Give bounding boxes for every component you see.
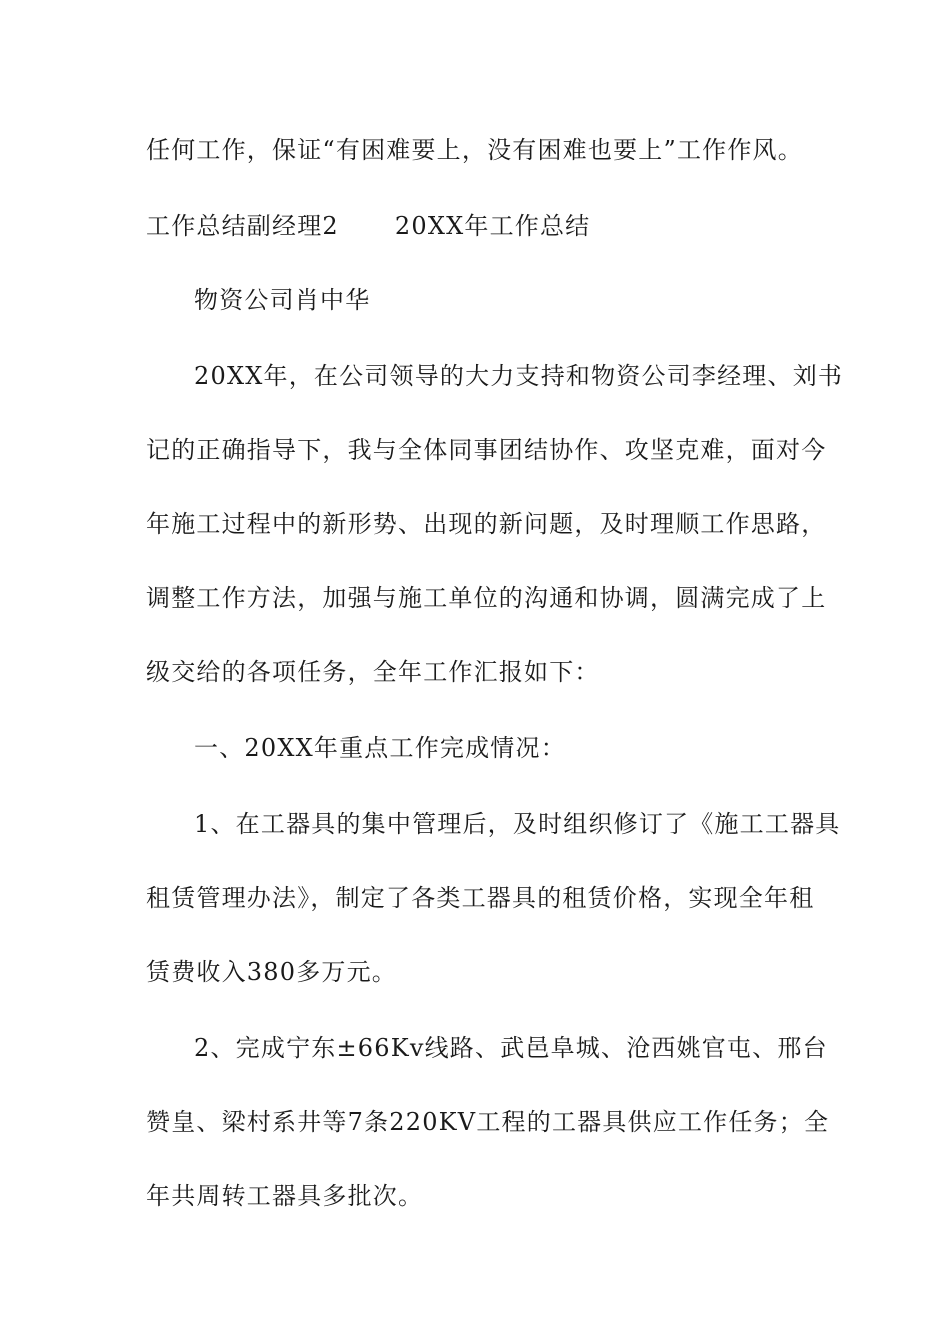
paragraph-line: 2、完成宁东±66Kv线路、武邑阜城、沧西姚官屯、邢台 — [194, 1034, 828, 1062]
paragraph-line: 年共周转工器具多批次。 — [146, 1182, 424, 1210]
paragraph-line: 20XX年，在公司领导的大力支持和物资公司李经理、刘书 — [194, 362, 844, 390]
paragraph-line: 租赁管理办法》，制定了各类工器具的租赁价格，实现全年租 — [146, 884, 815, 912]
paragraph-line: 赞皇、梁村系井等7条220KV工程的工器具供应工作任务；全 — [146, 1108, 830, 1136]
paragraph-line: 调整工作方法，加强与施工单位的沟通和协调，圆满完成了上 — [146, 584, 827, 612]
author-line: 物资公司肖中华 — [194, 286, 371, 314]
section-heading — [146, 210, 806, 242]
heading-subtitle: 20XX年工作总结 — [394, 212, 591, 240]
paragraph-line: 级交给的各项任务，全年工作汇报如下： — [146, 658, 600, 686]
section-subheading: 一、20XX年重点工作完成情况： — [194, 734, 566, 762]
paragraph-line: 任何工作，保证“有困难要上，没有困难也要上”工作作风。 — [146, 136, 803, 164]
paragraph-line: 记的正确指导下，我与全体同事团结协作、攻坚克难，面对今 — [146, 436, 827, 464]
paragraph-line: 赁费收入380多万元。 — [146, 958, 398, 986]
paragraph-line: 年施工过程中的新形势、出现的新问题，及时理顺工作思路， — [146, 510, 827, 538]
paragraph-line: 1、在工器具的集中管理后，及时组织修订了《施工工器具 — [194, 810, 841, 838]
heading-title: 工作总结副经理2 — [146, 212, 339, 240]
